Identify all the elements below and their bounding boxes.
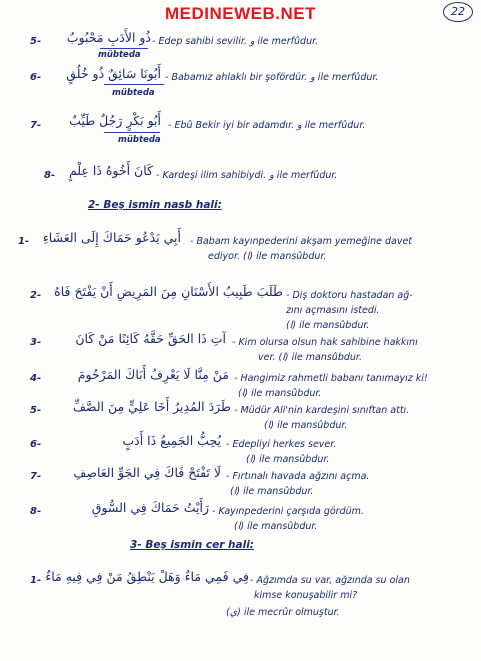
- arabic-sentence: يُحِبُّ الجَمِيعُ ذَا أَدَبٍ: [122, 433, 221, 448]
- section-heading-nasb: [88, 199, 222, 211]
- page-number: 22: [443, 2, 473, 22]
- translation-line: - Edep sahibi sevilir. و ile merfûdur.: [152, 36, 319, 47]
- site-watermark-title: MEDINEWEB.NET: [165, 4, 316, 23]
- translation-line: - Babam kayınpederini akşam yemeğine davet: [190, 236, 413, 247]
- translation-line: - Kardeşi ilim sahibiydi. و ile merfûdur.: [156, 170, 338, 181]
- translation-line: - Diş doktoru hastadan ağ-: [286, 290, 413, 301]
- translation-line: kimse konuşabilir mi?: [254, 590, 358, 601]
- arabic-sentence: كَانَ أَخُوهُ ذَا عِلْمٍ: [68, 163, 153, 178]
- translation-line: - Fırtınalı havada ağzını açma.: [226, 471, 370, 482]
- grammar-label: mübteda: [98, 50, 141, 60]
- item-number: 1-: [18, 236, 30, 247]
- arabic-sentence: فِي فَمِي مَاءٌ وَهَلْ يَنْطِقُ مَنْ فِي فِيهِ مَاءٌ: [45, 569, 249, 584]
- translation-line: - Kayınpederini çarşıda gördüm.: [212, 506, 364, 517]
- translation-line: - Kim olursa olsun hak sahibine hakkını: [232, 337, 418, 348]
- arabic-sentence: مَنْ مِنَّا لَا يَعْرِفُ أَبَاكَ المَرْحُومَ: [77, 367, 229, 382]
- item-number: 4-: [30, 373, 42, 384]
- translation-line: - Müdür Ali'nin kardeşini sınıftan attı.: [234, 405, 410, 416]
- arabic-sentence: لَا تَفْتَحْ فَاكَ فِي الجَوِّ العَاصِفِ: [73, 465, 221, 480]
- translation-line: ediyor. (ا) ile mansûbdur.: [208, 251, 327, 262]
- arabic-sentence: طَرَدَ المُدِيرُ أَخَا عَلِيٍّ مِنَ الصَّفِّ: [72, 399, 231, 414]
- underline-mark: [100, 48, 148, 49]
- translation-line: (ا) ile mansûbdur.: [246, 454, 330, 465]
- translation-line: (ا) ile mansûbdur.: [286, 320, 370, 331]
- item-number: 7-: [30, 471, 42, 482]
- translation-line: - Edepliyi herkes sever.: [226, 439, 337, 450]
- item-number: 3-: [30, 337, 42, 348]
- translation-line: - Hangimiz rahmetli babanı tanımayız ki!: [234, 373, 428, 384]
- item-number: 2-: [30, 290, 42, 301]
- grammar-label: mübteda: [112, 88, 155, 98]
- underline-mark: [104, 84, 164, 85]
- grammar-label: mübteda: [118, 135, 161, 145]
- translation-line: (ا) ile mansûbdur.: [234, 521, 318, 532]
- item-number: 5-: [30, 36, 42, 47]
- underline-mark: [104, 132, 160, 133]
- arabic-sentence: طَلَبَ طَبِيبُ الأَسْنَانِ مِنَ المَرِيضِ أَنْ يَفْتَحَ فَاهُ: [54, 284, 283, 299]
- arabic-sentence: أَبُونَا سَائِقٌ ذُو خُلُقٍ: [66, 66, 161, 81]
- section-heading-text: 3- Beş ismin cer hali:: [130, 539, 255, 551]
- translation-line: (ي) ile mecrûr olmuştur.: [226, 607, 340, 618]
- item-number: 6-: [30, 72, 42, 83]
- item-number: 7-: [30, 120, 42, 131]
- translation-line: (ا) ile mansûbdur.: [230, 486, 314, 497]
- item-number: 8-: [30, 506, 42, 517]
- arabic-sentence: رَأَيْتُ حَمَاكَ فِي السُّوقِ: [91, 500, 209, 515]
- item-number: 5-: [30, 405, 42, 416]
- translation-line: (ا) ile mansûbdur.: [238, 388, 322, 399]
- translation-line: ver. (ا) ile mansûbdur.: [258, 352, 362, 363]
- arabic-sentence: ذُو الأَدَبِ مَحْبُوبٌ: [66, 30, 151, 45]
- translation-line: zını açmasını istedi.: [286, 305, 380, 316]
- arabic-sentence: آتِ ذَا الحَقِّ حَقَّهُ كَائِنًا مَنْ كَانَ: [75, 331, 226, 346]
- section-heading-text: 2- Beş ismin nasb hali:: [88, 199, 222, 211]
- translation-line: - Ebû Bekir iyi bir adamdır. و ile merfûdur.: [168, 120, 366, 131]
- item-number: 6-: [30, 439, 42, 450]
- item-number: 1-: [30, 575, 42, 586]
- section-heading-cer: [130, 539, 254, 551]
- translation-line: (ا) ile mansûbdur.: [264, 420, 348, 431]
- arabic-sentence: أَبِي يَدْعُو حَمَاكَ إِلَى العَشَاءِ: [42, 230, 181, 245]
- item-number: 8-: [44, 170, 56, 181]
- translation-line: - Ağzımda su var, ağzında su olan: [250, 575, 410, 586]
- arabic-sentence: أَبُو بَكْرٍ رَجُلٌ طَيِّبٌ: [69, 113, 161, 128]
- translation-line: - Babamız ahlaklı bir şofördür. و ile merfûdur.: [165, 72, 379, 83]
